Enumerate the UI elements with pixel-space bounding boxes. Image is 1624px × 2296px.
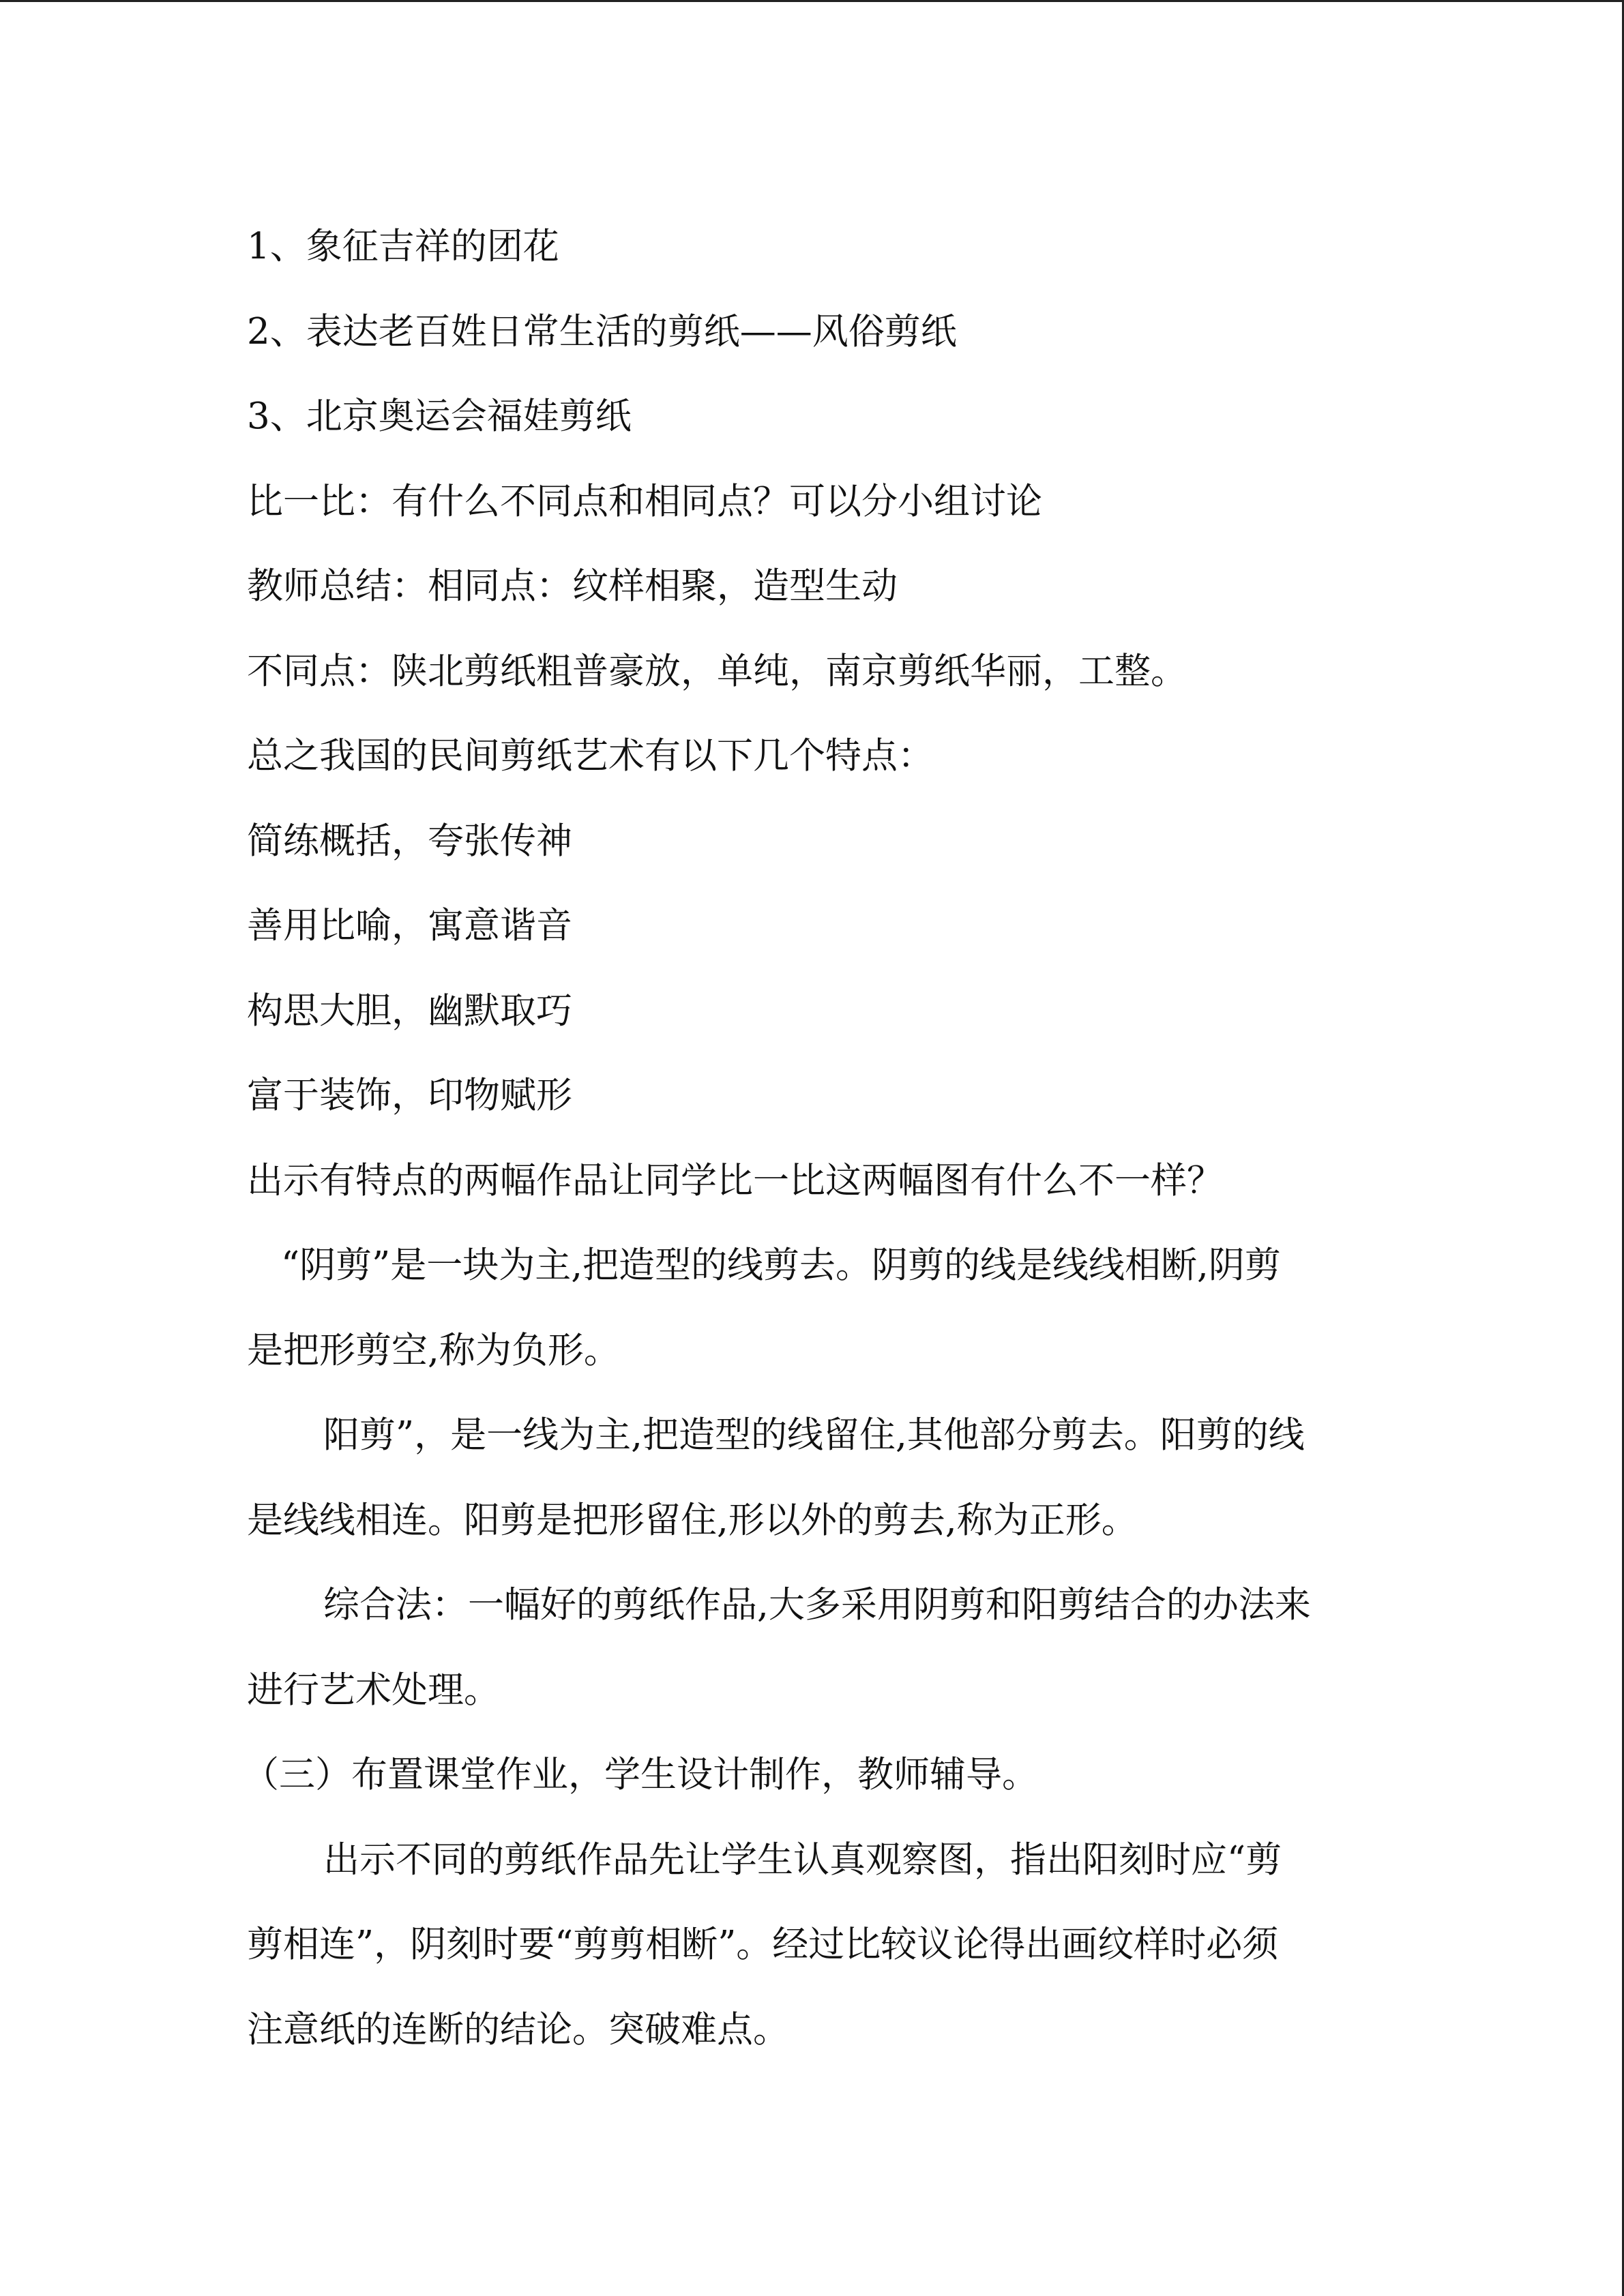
page-top-border bbox=[0, 0, 1624, 2]
combined-method-line-1: 综合法：一幅好的剪纸作品,大多采用阴剪和阳剪结合的办法来 bbox=[323, 1584, 1311, 1626]
feature-2: 善用比喻，寓意谐音 bbox=[247, 905, 572, 946]
teacher-summary: 教师总结：相同点：纹样相聚，造型生动 bbox=[247, 565, 898, 607]
section-three-heading: （三）布置课堂作业，学生设计制作，教师辅导。 bbox=[243, 1754, 1038, 1795]
yangjian-paragraph-line-1: 阳剪”，是一线为主,把造型的线留住,其他部分剪去。阳剪的线 bbox=[323, 1414, 1305, 1456]
feature-4: 富于装饰，印物赋形 bbox=[247, 1075, 572, 1116]
feature-1: 简练概括，夸张传神 bbox=[247, 820, 572, 862]
list-item-fuwa-jianzhi: 3、北京奥运会福娃剪纸 bbox=[247, 396, 632, 437]
document-body bbox=[243, 205, 1379, 2072]
compare-prompt: 比一比：有什么不同点和相同点？可以分小组讨论 bbox=[247, 480, 1042, 522]
combined-method-line-2: 进行艺术处理。 bbox=[247, 1669, 500, 1711]
observe-paragraph-line-3: 注意纸的连断的结论。突破难点。 bbox=[247, 2008, 789, 2051]
list-item-fengsu-jianzhi: 2、表达老百姓日常生活的剪纸——风俗剪纸 bbox=[247, 310, 957, 353]
features-intro: 总之我国的民间剪纸艺术有以下几个特点： bbox=[247, 735, 934, 777]
yinjian-paragraph-line-2: 是把形剪空,称为负形。 bbox=[247, 1329, 620, 1371]
differences: 不同点：陕北剪纸粗普豪放，单纯，南京剪纸华丽，工整。 bbox=[247, 650, 1187, 692]
observe-paragraph-line-2: 剪相连”，阴刻时要“剪剪相断”。经过比较议论得出画纹样时必须 bbox=[247, 1924, 1279, 1965]
show-works-prompt: 出示有特点的两幅作品让同学比一比这两幅图有什么不一样？ bbox=[247, 1159, 1223, 1202]
yinjian-paragraph-line-1: “阴剪”是一块为主,把造型的线剪去。阴剪的线是线线相断,阴剪 bbox=[281, 1244, 1281, 1286]
feature-3: 构思大胆，幽默取巧 bbox=[247, 989, 572, 1032]
yangjian-paragraph-line-2: 是线线相连。阳剪是把形留住,形以外的剪去,称为正形。 bbox=[247, 1499, 1138, 1541]
list-item-tuanhua: 1、象征吉祥的团花 bbox=[247, 226, 559, 267]
observe-paragraph-line-1: 出示不同的剪纸作品先让学生认真观察图，指出阳刻时应“剪 bbox=[323, 1838, 1282, 1881]
